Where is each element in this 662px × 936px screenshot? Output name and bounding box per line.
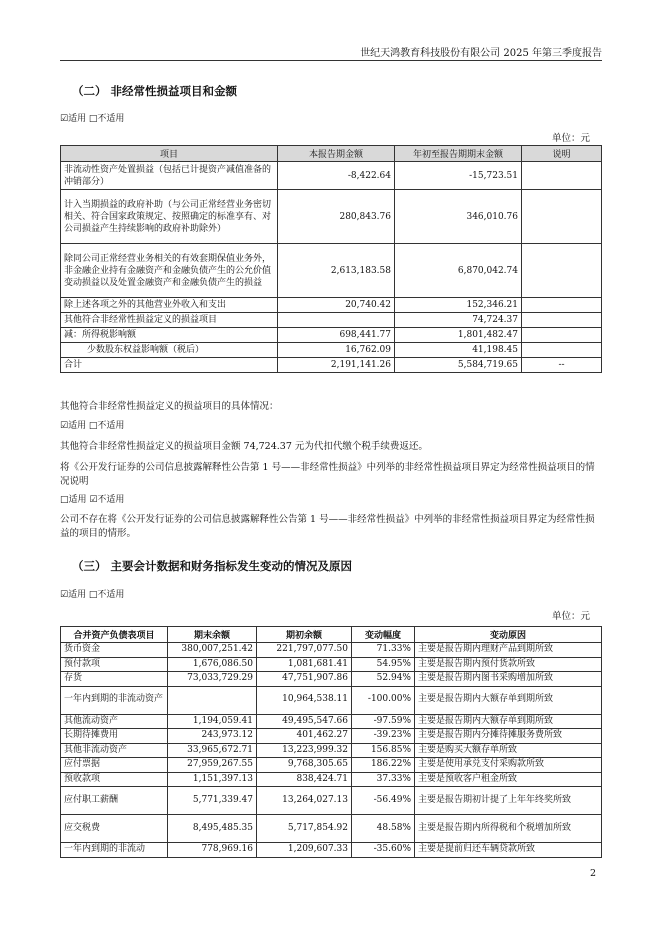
row-item: 应付职工薪酬	[61, 787, 168, 815]
col-item: 合并资产负债表项目	[61, 627, 168, 643]
header-divider	[60, 60, 602, 61]
row-item: 减：所得税影响额	[61, 328, 278, 343]
row-note: --	[522, 358, 602, 373]
report-header: 世纪天鸿教育科技股份有限公司 2025 年第三季度报告	[360, 48, 602, 59]
col-item: 项目	[61, 146, 278, 162]
table-row	[61, 787, 602, 815]
row-reason: 主要是提前归还车辆贷款所致	[415, 843, 602, 858]
row-begin: 838,424.71	[257, 772, 352, 787]
row-change: 156.85%	[352, 743, 415, 758]
row-change: -35.60%	[352, 843, 415, 858]
row-current: -8,422.64	[278, 162, 395, 190]
table-row	[61, 190, 602, 244]
row-begin: 49,495,547.66	[257, 714, 352, 729]
row-current: 280,843.76	[278, 190, 395, 244]
row-item: 其他流动资产	[61, 714, 168, 729]
row-ytd: 6,870,042.74	[395, 244, 522, 298]
row-current: 2,613,183.58	[278, 244, 395, 298]
row-reason: 主要是报告期初计提了上年年终奖所致	[415, 787, 602, 815]
table-row	[61, 729, 602, 744]
table-row	[61, 343, 602, 358]
row-item: 其他符合非经常性损益定义的损益项目	[61, 313, 278, 328]
col-ytd: 年初至报告期期末金额	[395, 146, 522, 162]
table-row	[61, 686, 602, 714]
row-note	[522, 328, 602, 343]
row-change: -56.49%	[352, 787, 415, 815]
table-row	[61, 298, 602, 313]
row-reason: 主要是使用承兑支付采购款所致	[415, 758, 602, 773]
table-row	[61, 313, 602, 328]
row-change: 71.33%	[352, 643, 415, 658]
row-reason: 主要是报告期内大额存单到期所致	[415, 714, 602, 729]
row-item: 计入当期损益的政府补助（与公司正常经营业务密切相关、符合国家政策规定、按照确定的标准享有、对公司损益产生持续影响的政府补助除外）	[61, 190, 278, 244]
row-ytd: 1,801,482.47	[395, 328, 522, 343]
row-begin: 5,717,854.92	[257, 815, 352, 843]
other-items-text: 其他符合非经常性损益定义的损益项目金额 74,724.37 元为代扣代缴个税手续费返还。	[60, 441, 428, 452]
row-note	[522, 313, 602, 328]
table-header-row	[61, 146, 602, 162]
row-end: 27,959,267.55	[168, 758, 257, 773]
row-begin: 1,209,607.33	[257, 843, 352, 858]
table-row	[61, 743, 602, 758]
row-ytd: 5,584,719.65	[395, 358, 522, 373]
row-reason: 主要是预收客户租金所致	[415, 772, 602, 787]
col-current: 本报告期金额	[278, 146, 395, 162]
row-current	[278, 313, 395, 328]
table-row	[61, 714, 602, 729]
page-number: 2	[590, 868, 597, 879]
section3-title: （三） 主要会计数据和财务指标发生变动的情况及原因	[72, 559, 353, 573]
row-current: 16,762.09	[278, 343, 395, 358]
announcement-text: 将《公开发行证券的公司信息披露解释性公告第 1 号——非经常性损益》中列举的非经常性损益项目界定为经常性损益项目的情况说明	[60, 462, 595, 487]
row-item: 应交税费	[61, 815, 168, 843]
table-row	[61, 772, 602, 787]
row-item: 少数股东权益影响额（税后）	[61, 343, 278, 358]
row-reason: 主要是报告期内所得税和个税增加所致	[415, 815, 602, 843]
row-end: 8,495,485.35	[168, 815, 257, 843]
row-ytd: 74,724.37	[395, 313, 522, 328]
row-end: 33,965,672.71	[168, 743, 257, 758]
row-item: 预收款项	[61, 772, 168, 787]
row-begin: 221,797,077.50	[257, 643, 352, 658]
row-begin: 401,462.27	[257, 729, 352, 744]
row-end: 1,151,397.13	[168, 772, 257, 787]
row-change: 52.94%	[352, 672, 415, 687]
row-end: 1,194,059.41	[168, 714, 257, 729]
row-note	[522, 244, 602, 298]
row-item: 存货	[61, 672, 168, 687]
row-change: 186.22%	[352, 758, 415, 773]
row-change: 54.95%	[352, 657, 415, 672]
row-reason: 主要是报告期内预付货款所致	[415, 657, 602, 672]
row-note	[522, 162, 602, 190]
row-change: -100.00%	[352, 686, 415, 714]
row-end	[168, 686, 257, 714]
row-begin: 1,081,681.41	[257, 657, 352, 672]
row-change: -97.59%	[352, 714, 415, 729]
row-item: 合计	[61, 358, 278, 373]
row-change: 48.58%	[352, 815, 415, 843]
row-item: 一年内到期的非流动	[61, 843, 168, 858]
balance-change-table	[60, 626, 602, 858]
row-current: 20,740.42	[278, 298, 395, 313]
row-note	[522, 298, 602, 313]
table-row	[61, 643, 602, 658]
row-item: 一年内到期的非流动资产	[61, 686, 168, 714]
announcement-result: 公司不存在将《公开发行证券的公司信息披露解释性公告第 1 号——非经常性损益》中列举的非经常性损益项目界定为经常性损益的项目的情形。	[60, 514, 595, 539]
row-item: 预付款项	[61, 657, 168, 672]
row-end: 1,676,086.50	[168, 657, 257, 672]
row-end: 380,007,251.42	[168, 643, 257, 658]
row-note	[522, 343, 602, 358]
row-note	[522, 190, 602, 244]
table-row	[61, 672, 602, 687]
row-item: 其他非流动资产	[61, 743, 168, 758]
row-reason: 主要是报告期内分摊待摊服务费所致	[415, 729, 602, 744]
table-row	[61, 815, 602, 843]
other-items-title: 其他符合非经常性损益定义的损益项目的具体情况：	[60, 401, 279, 412]
non-recurring-table	[60, 145, 602, 373]
table-row	[61, 657, 602, 672]
row-item: 长期待摊费用	[61, 729, 168, 744]
row-item: 除同公司正常经营业务相关的有效套期保值业务外，非金融企业持有金融资产和金融负债产生的公允价值变动损益以及处置金融资产和金融负债产生的损益	[61, 244, 278, 298]
col-change: 变动幅度	[352, 627, 415, 643]
table-row	[61, 843, 602, 858]
col-begin: 期初余额	[257, 627, 352, 643]
col-reason: 变动原因	[415, 627, 602, 643]
row-end: 243,973.12	[168, 729, 257, 744]
row-begin: 9,768,305.65	[257, 758, 352, 773]
col-note: 说明	[522, 146, 602, 162]
other-items-applicable: ☑适用 □不适用	[60, 421, 125, 431]
row-end: 778,969.16	[168, 843, 257, 858]
row-item: 货币资金	[61, 643, 168, 658]
table-row	[61, 758, 602, 773]
row-change: 37.33%	[352, 772, 415, 787]
row-reason: 主要是报告期内理财产品到期所致	[415, 643, 602, 658]
section2-title: （二） 非经常性损益项目和金额	[72, 84, 238, 98]
row-ytd: 346,010.76	[395, 190, 522, 244]
table-row	[61, 162, 602, 190]
section2-unit: 单位：元	[551, 133, 590, 144]
row-reason: 主要是购买大额存单所致	[415, 743, 602, 758]
row-item: 非流动性资产处置损益（包括已计提资产减值准备的冲销部分）	[61, 162, 278, 190]
col-end: 期末余额	[168, 627, 257, 643]
row-ytd: 152,346.21	[395, 298, 522, 313]
table-row	[61, 244, 602, 298]
row-begin: 13,223,999.32	[257, 743, 352, 758]
row-begin: 47,751,907.86	[257, 672, 352, 687]
row-begin: 13,264,027.13	[257, 787, 352, 815]
row-current: 2,191,141.26	[278, 358, 395, 373]
row-item: 除上述各项之外的其他营业外收入和支出	[61, 298, 278, 313]
row-ytd: 41,198.45	[395, 343, 522, 358]
table-header-row	[61, 627, 602, 643]
row-change: -39.23%	[352, 729, 415, 744]
announcement-applicable: □适用 ☑不适用	[60, 495, 125, 505]
section3-unit: 单位：元	[551, 611, 590, 622]
row-item: 应付票据	[61, 758, 168, 773]
section3-applicable: ☑适用 □不适用	[60, 590, 125, 600]
row-reason: 主要是报告期内图书采购增加所致	[415, 672, 602, 687]
section2-applicable: ☑适用 □不适用	[60, 114, 125, 124]
row-end: 5,771,339.47	[168, 787, 257, 815]
row-end: 73,033,729.29	[168, 672, 257, 687]
row-current: 698,441.77	[278, 328, 395, 343]
table-row-total	[61, 358, 602, 373]
row-begin: 10,964,538.11	[257, 686, 352, 714]
table-row	[61, 328, 602, 343]
row-ytd: -15,723.51	[395, 162, 522, 190]
row-reason: 主要是报告期内大额存单到期所致	[415, 686, 602, 714]
